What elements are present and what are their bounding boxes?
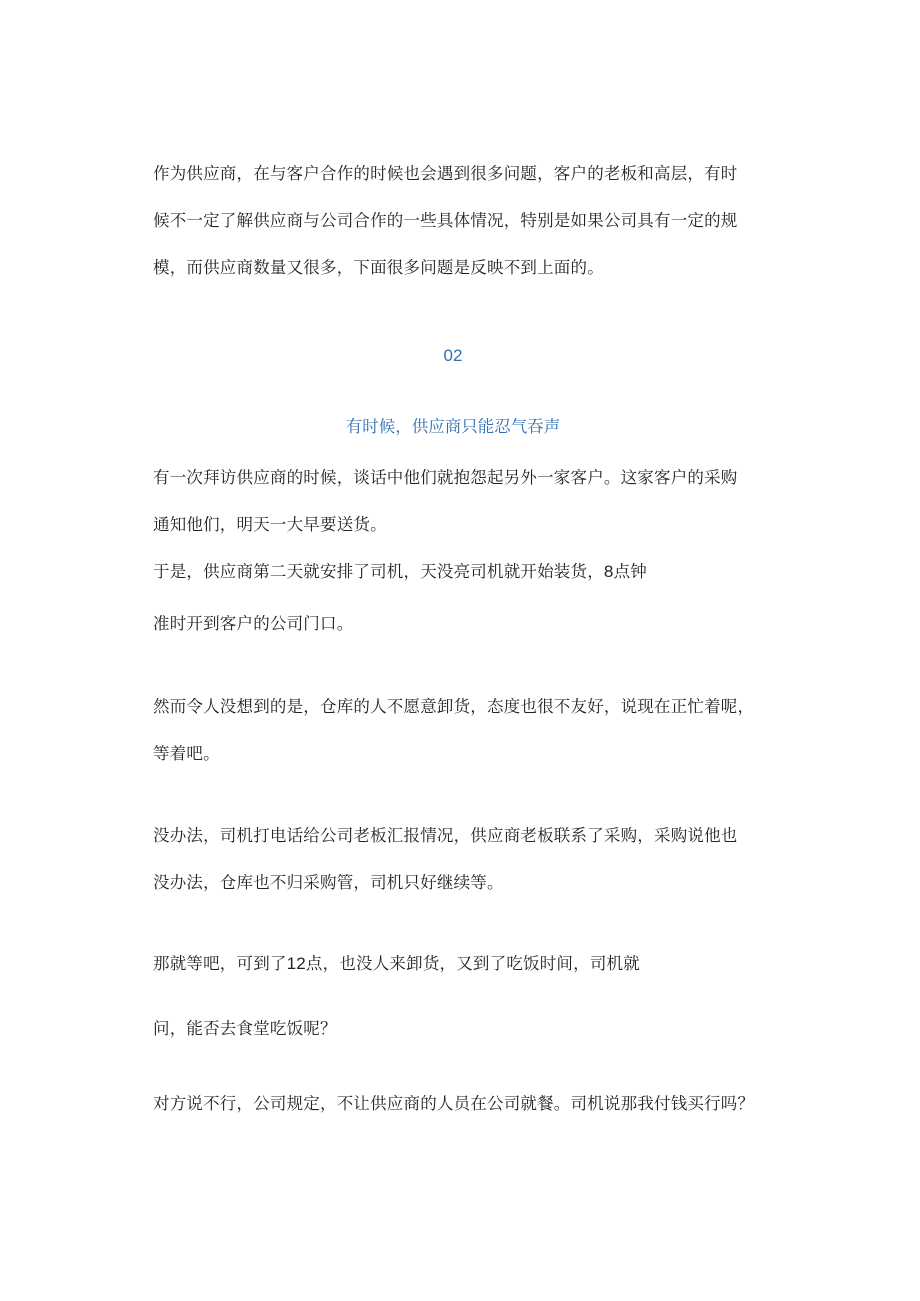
story-p5-line-1 bbox=[153, 954, 640, 974]
intro-line-1: 作为供应商，在与客户合作的时候也会遇到很多问题，客户的老板和高层，有时 bbox=[153, 164, 738, 183]
story-p2-text-a: 于是，供应商第二天就安排了司机，天没亮司机就开始装货， bbox=[153, 562, 604, 581]
story-p5-number: 12 bbox=[286, 954, 306, 973]
story-p2-number: 8 bbox=[603, 562, 614, 581]
story-p5-text-a: 那就等吧，可到了 bbox=[153, 954, 287, 973]
intro-line-2: 候不一定了解供应商与公司合作的一些具体情况，特别是如果公司具有一定的规 bbox=[153, 211, 738, 230]
story-p5-line-2: 问，能否去食堂吃饭呢？ bbox=[153, 1019, 337, 1038]
section-title: 有时候，供应商只能忍气吞声 bbox=[345, 417, 561, 436]
story-p4-line-2: 没办法，仓库也不归采购管，司机只好继续等。 bbox=[153, 873, 504, 892]
story-p6-line-1: 对方说不行，公司规定，不让供应商的人员在公司就餐。司机说那我付钱买行吗？ bbox=[153, 1094, 755, 1113]
story-p2-text-b: 点钟 bbox=[613, 562, 647, 581]
story-p3-line-2: 等着吧。 bbox=[153, 744, 220, 763]
story-p4-line-1: 没办法，司机打电话给公司老板汇报情况，供应商老板联系了采购，采购说他也 bbox=[153, 826, 738, 845]
story-p2-line-2: 准时开到客户的公司门口。 bbox=[153, 614, 354, 633]
story-p2-line-1 bbox=[153, 562, 647, 582]
story-p1-line-1: 有一次拜访供应商的时候，谈话中他们就抱怨起另外一家客户。这家客户的采购 bbox=[153, 468, 738, 487]
section-number: 02 bbox=[443, 346, 463, 365]
intro-line-3: 模，而供应商数量又很多，下面很多问题是反映不到上面的。 bbox=[153, 258, 604, 277]
story-p3-line-1: 然而令人没想到的是，仓库的人不愿意卸货，态度也很不友好，说现在正忙着呢， bbox=[153, 697, 755, 716]
story-p5-text-b: 点，也没人来卸货，又到了吃饭时间，司机就 bbox=[305, 954, 640, 973]
story-p1-line-2: 通知他们，明天一大早要送货。 bbox=[153, 515, 387, 534]
